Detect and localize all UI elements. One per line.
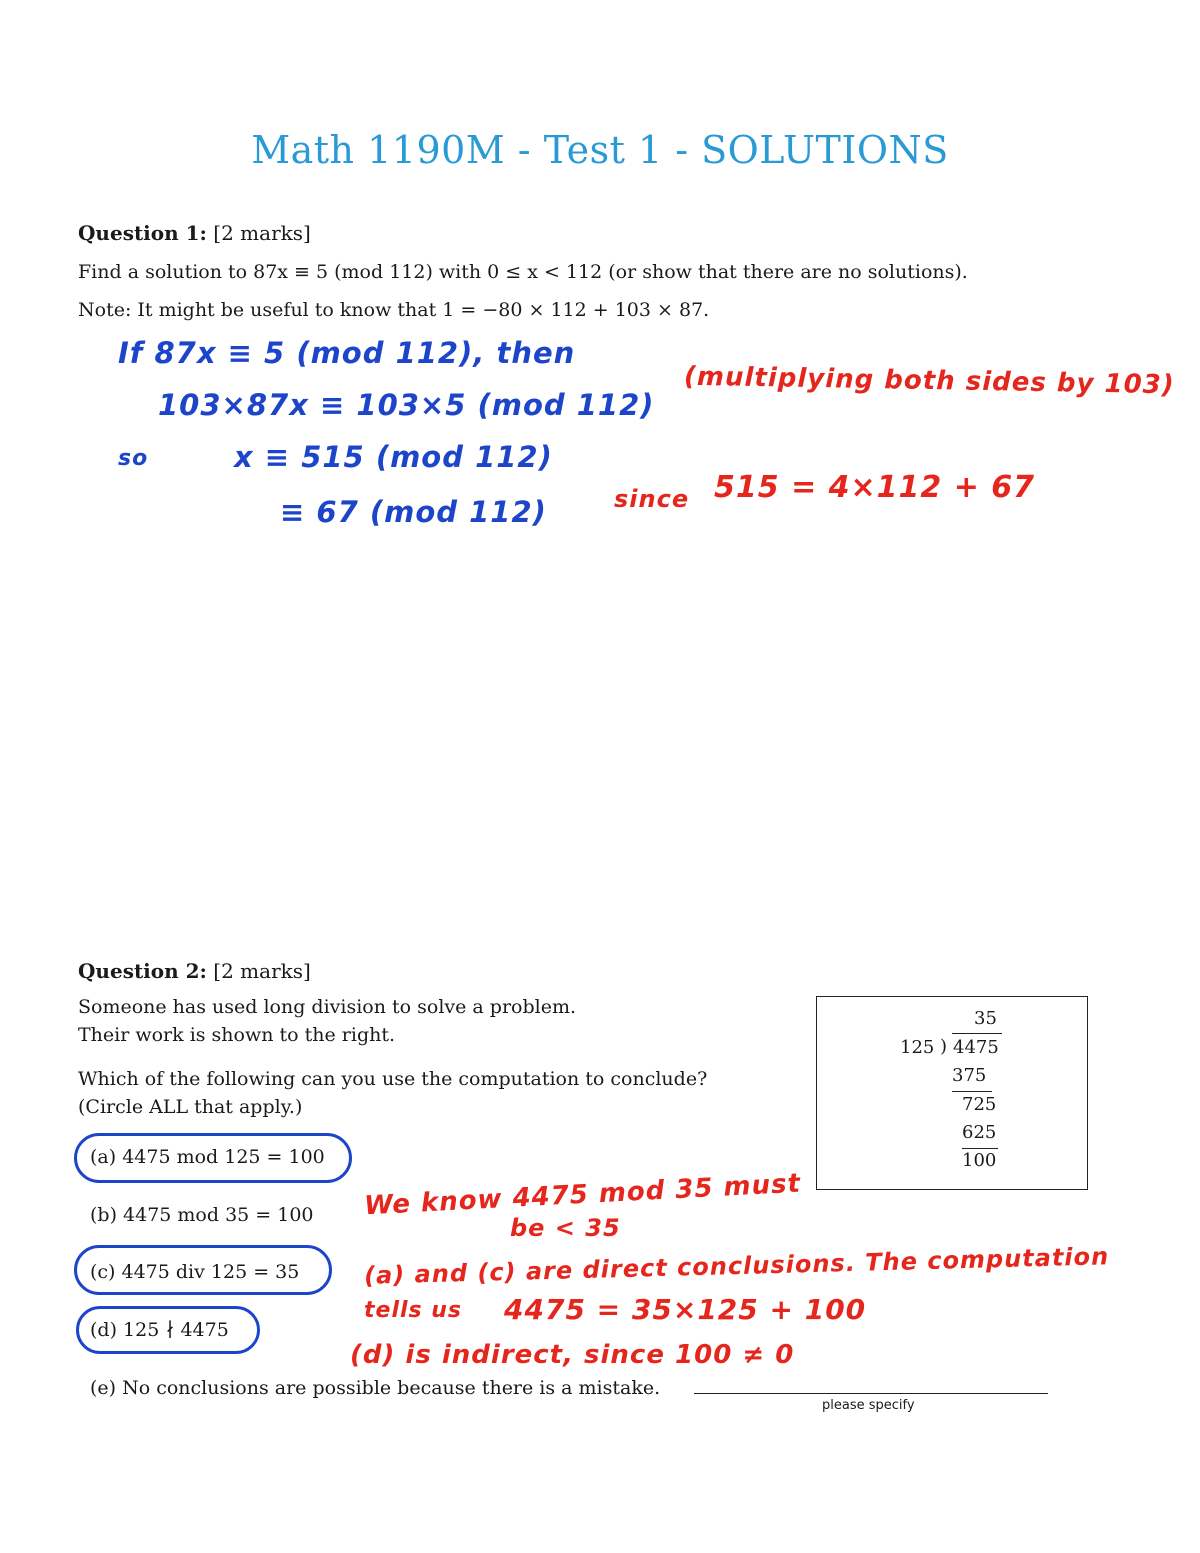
q2-label: Question 2:	[78, 959, 207, 983]
please-specify-label: please specify	[822, 1398, 915, 1413]
page-title: Math 1190M - Test 1 - SOLUTIONS	[251, 128, 949, 172]
division-remainder-1: 725	[962, 1094, 997, 1115]
q1-marks: [2 marks]	[213, 221, 311, 245]
q2-handwritten-equation: 4475 = 35×125 + 100	[504, 1293, 867, 1326]
q1-handwritten-line4: ≡ 67 (mod 112)	[280, 495, 547, 529]
division-rule-1	[952, 1091, 992, 1092]
option-d[interactable]: (d) 125 ∤ 4475	[90, 1319, 229, 1341]
division-subtract-1: 375	[952, 1065, 987, 1086]
q2-handwritten-tells-us: tells us	[364, 1298, 463, 1323]
division-quotient: 35	[974, 1008, 997, 1029]
q2-text-line1: Someone has used long division to solve a problem.	[78, 996, 576, 1018]
q1-label: Question 1:	[78, 221, 207, 245]
q1-handwritten-since: since	[614, 485, 690, 513]
q2-handwritten-we-know: We know 4475 mod 35 must	[363, 1168, 802, 1222]
q2-heading	[78, 959, 311, 983]
q1-prompt: Find a solution to 87x ≡ 5 (mod 112) with 0 ≤ x < 112 (or show that there are no solutions).	[78, 261, 968, 283]
q2-handwritten-indirect: (d) is indirect, since 100 ≠ 0	[350, 1340, 795, 1370]
division-bracket: )	[940, 1036, 948, 1057]
division-divisor: 125	[900, 1037, 935, 1058]
division-rule-2	[962, 1148, 998, 1149]
q1-handwritten-line3: x ≡ 515 (mod 112)	[234, 440, 553, 474]
division-subtract-2: 625	[962, 1122, 997, 1143]
q1-handwritten-line2: 103×87x ≡ 103×5 (mod 112)	[158, 388, 655, 422]
long-division-box	[816, 996, 1088, 1190]
q2-text-line2: Their work is shown to the right.	[78, 1024, 396, 1046]
q1-handwritten-note-multiplying: (multiplying both sides by 103)	[683, 361, 1175, 401]
q1-note: Note: It might be useful to know that 1 = −80 × 112 + 103 × 87.	[78, 299, 710, 321]
q1-handwritten-line1: If 87x ≡ 5 (mod 112), then	[118, 336, 576, 370]
q1-heading	[78, 221, 311, 245]
q1-handwritten-so: so	[118, 446, 149, 471]
division-remainder: 100	[962, 1150, 997, 1171]
option-a[interactable]: (a) 4475 mod 125 = 100	[90, 1146, 325, 1168]
option-e[interactable]: (e) No conclusions are possible because there is a mistake.	[90, 1377, 661, 1399]
q2-handwritten-direct-conclusions: (a) and (c) are direct conclusions. The computation	[363, 1242, 1110, 1290]
specify-line[interactable]	[694, 1393, 1048, 1394]
q2-text-line3: Which of the following can you use the computation to conclude?	[78, 1068, 708, 1090]
option-b[interactable]: (b) 4475 mod 35 = 100	[90, 1204, 314, 1226]
q2-text-line4: (Circle ALL that apply.)	[78, 1096, 303, 1118]
option-c[interactable]: (c) 4475 div 125 = 35	[90, 1261, 300, 1283]
division-dividend: 4475	[953, 1037, 999, 1058]
division-bar	[952, 1033, 1002, 1034]
q1-handwritten-equation: 515 = 4×112 + 67	[714, 470, 1036, 505]
q2-handwritten-be-less: be < 35	[510, 1214, 621, 1242]
q2-marks: [2 marks]	[213, 959, 311, 983]
